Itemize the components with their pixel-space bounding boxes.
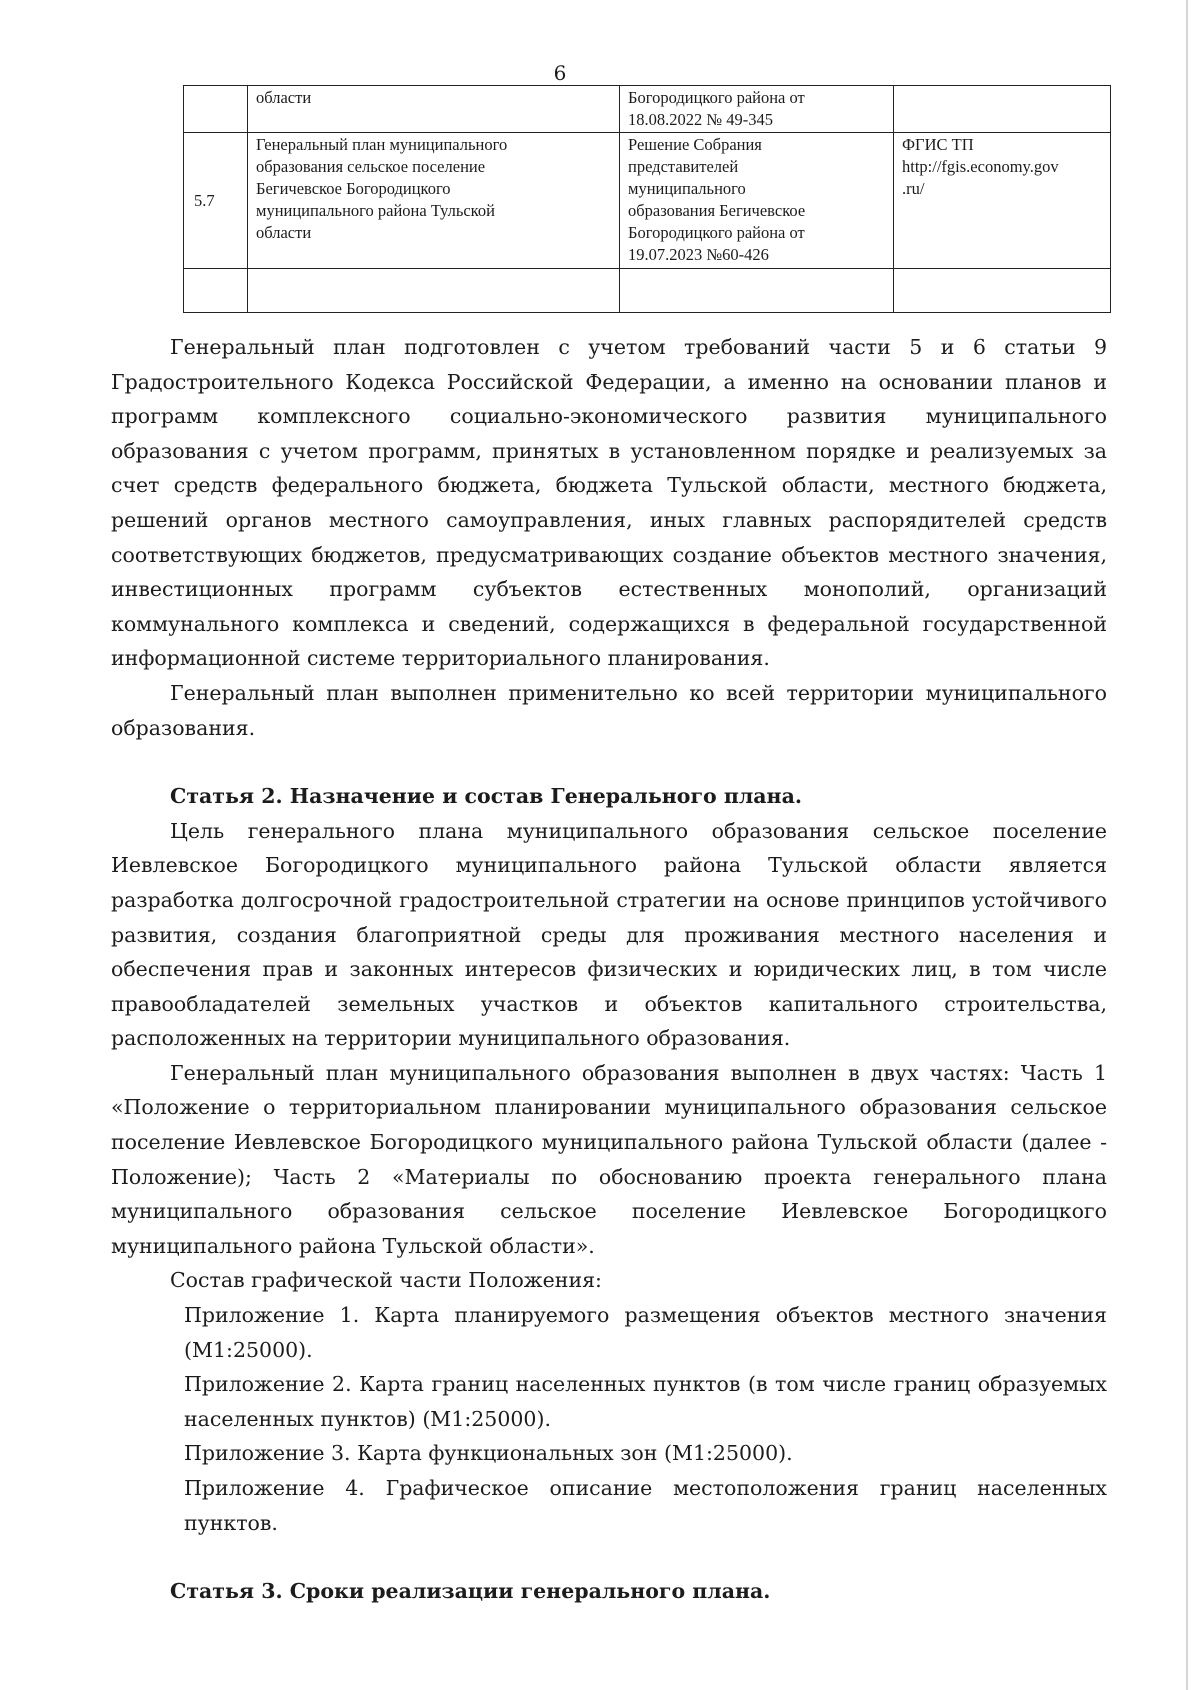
parts-paragraph: Генеральный план муниципального образования выполнен в двух частях: Часть 1 «Положение о территориальном планировании муниципального образования сельское поселение Иевлевское Богородицкого муниципального района Тульской области (далее - Положение); Часть 2 «Материалы по обоснованию проекта генерального плана муниципального образования сельское поселение Иевлевское Богородицкого муниципального района Тульской области». — [111, 1060, 1107, 1258]
cell-line: Богородицкого района от — [628, 223, 805, 242]
goal-paragraph: Цель генерального плана муниципального образования сельское поселение Иевлевское Богородицкого муниципального района Тульской области является разработка долгосрочной градостроительной стратегии на основе принципов устойчивого развития, создания благоприятной среды для проживания местного населения и обеспечения прав и законных интересов физических и юридических лиц, в том числе правообладателей земельных участков и объектов капитального строительства, расположенных на территории муниципального образования. — [111, 818, 1107, 1051]
appendix-item: Приложение 4. Графическое описание местоположения границ населенных пунктов. — [184, 1476, 1107, 1535]
cell-line: муниципального района Тульской — [256, 201, 495, 220]
approval-document-cell — [620, 269, 894, 313]
cell-line: образования сельское поселение — [256, 157, 486, 176]
source-link-continuation[interactable]: .ru/ — [902, 179, 925, 198]
approval-document-cell — [620, 133, 894, 269]
row-number-cell — [184, 269, 248, 313]
row-number-cell — [184, 86, 248, 133]
cell-line: 19.07.2023 №60-426 — [628, 245, 769, 264]
intro-paragraph: Генеральный план подготовлен с учетом требований части 5 и 6 статьи 9 Градостроительного Кодекса Российской Федерации, а именно на основании планов и программ комплексного социально-экономического развития муниципального образования с учетом программ, принятых в установленном порядке и реализуемых за счет средств федерального бюджета, бюджета Тульской области, местного бюджета, решений органов местного самоуправления, иных главных распорядителей средств соответствующих бюджетов, предусматривающих создание объектов местного значения, инвестиционных программ субъектов естественных монополий, организаций коммунального комплекса и сведений, содержащихся в федеральной государственной информационной системе территориального планирования. — [111, 335, 1107, 671]
table-row — [184, 86, 1111, 133]
article-3-heading: Статья 3. Сроки реализации генерального плана. — [170, 1579, 771, 1604]
source-link[interactable]: http://fgis.economy.gov — [902, 157, 1059, 176]
cell-line: области — [256, 88, 312, 107]
cell-line: Богородицкого района от — [628, 88, 805, 107]
source-cell — [894, 86, 1111, 133]
plan-name-cell — [248, 86, 620, 133]
cell-line: муниципального — [628, 179, 746, 198]
body-text — [111, 330, 1107, 1609]
table-row — [184, 133, 1111, 269]
scope-paragraph: Генеральный план выполнен применительно ко всей территории муниципального образования. — [111, 680, 1107, 740]
cell-line: Генеральный план муниципального — [256, 135, 508, 154]
approval-document-cell — [620, 86, 894, 133]
cell-line: Решение Собрания — [628, 135, 762, 154]
cell-line: ФГИС ТП — [902, 135, 974, 154]
source-cell — [894, 133, 1111, 269]
cell-line: 18.08.2022 № 49-345 — [628, 110, 773, 129]
plan-name-cell — [248, 269, 620, 313]
graphic-part-intro: Состав графической части Положения: — [170, 1268, 602, 1293]
article-2-heading: Статья 2. Назначение и состав Генерального плана. — [170, 784, 802, 809]
page-number: 6 — [553, 61, 567, 85]
appendix-item: Приложение 1. Карта планируемого размещения объектов местного значения (М1:25000). — [184, 1303, 1107, 1362]
appendix-item: Приложение 3. Карта функциональных зон (М1:25000). — [184, 1441, 793, 1466]
documents-table — [183, 85, 1111, 313]
cell-line: области — [256, 223, 312, 242]
cell-line: образования Бегичевское — [628, 201, 806, 220]
row-number-cell: 5.7 — [184, 133, 248, 269]
cell-line: представителей — [628, 157, 739, 176]
plan-name-cell — [248, 133, 620, 269]
appendix-item: Приложение 2. Карта границ населенных пунктов (в том числе границ образуемых населенных пунктов) (М1:25000). — [184, 1372, 1107, 1431]
table-row — [184, 269, 1111, 313]
cell-line: Бегичевское Богородицкого — [256, 179, 451, 198]
page-edge-line — [1186, 0, 1188, 1690]
source-cell — [894, 269, 1111, 313]
